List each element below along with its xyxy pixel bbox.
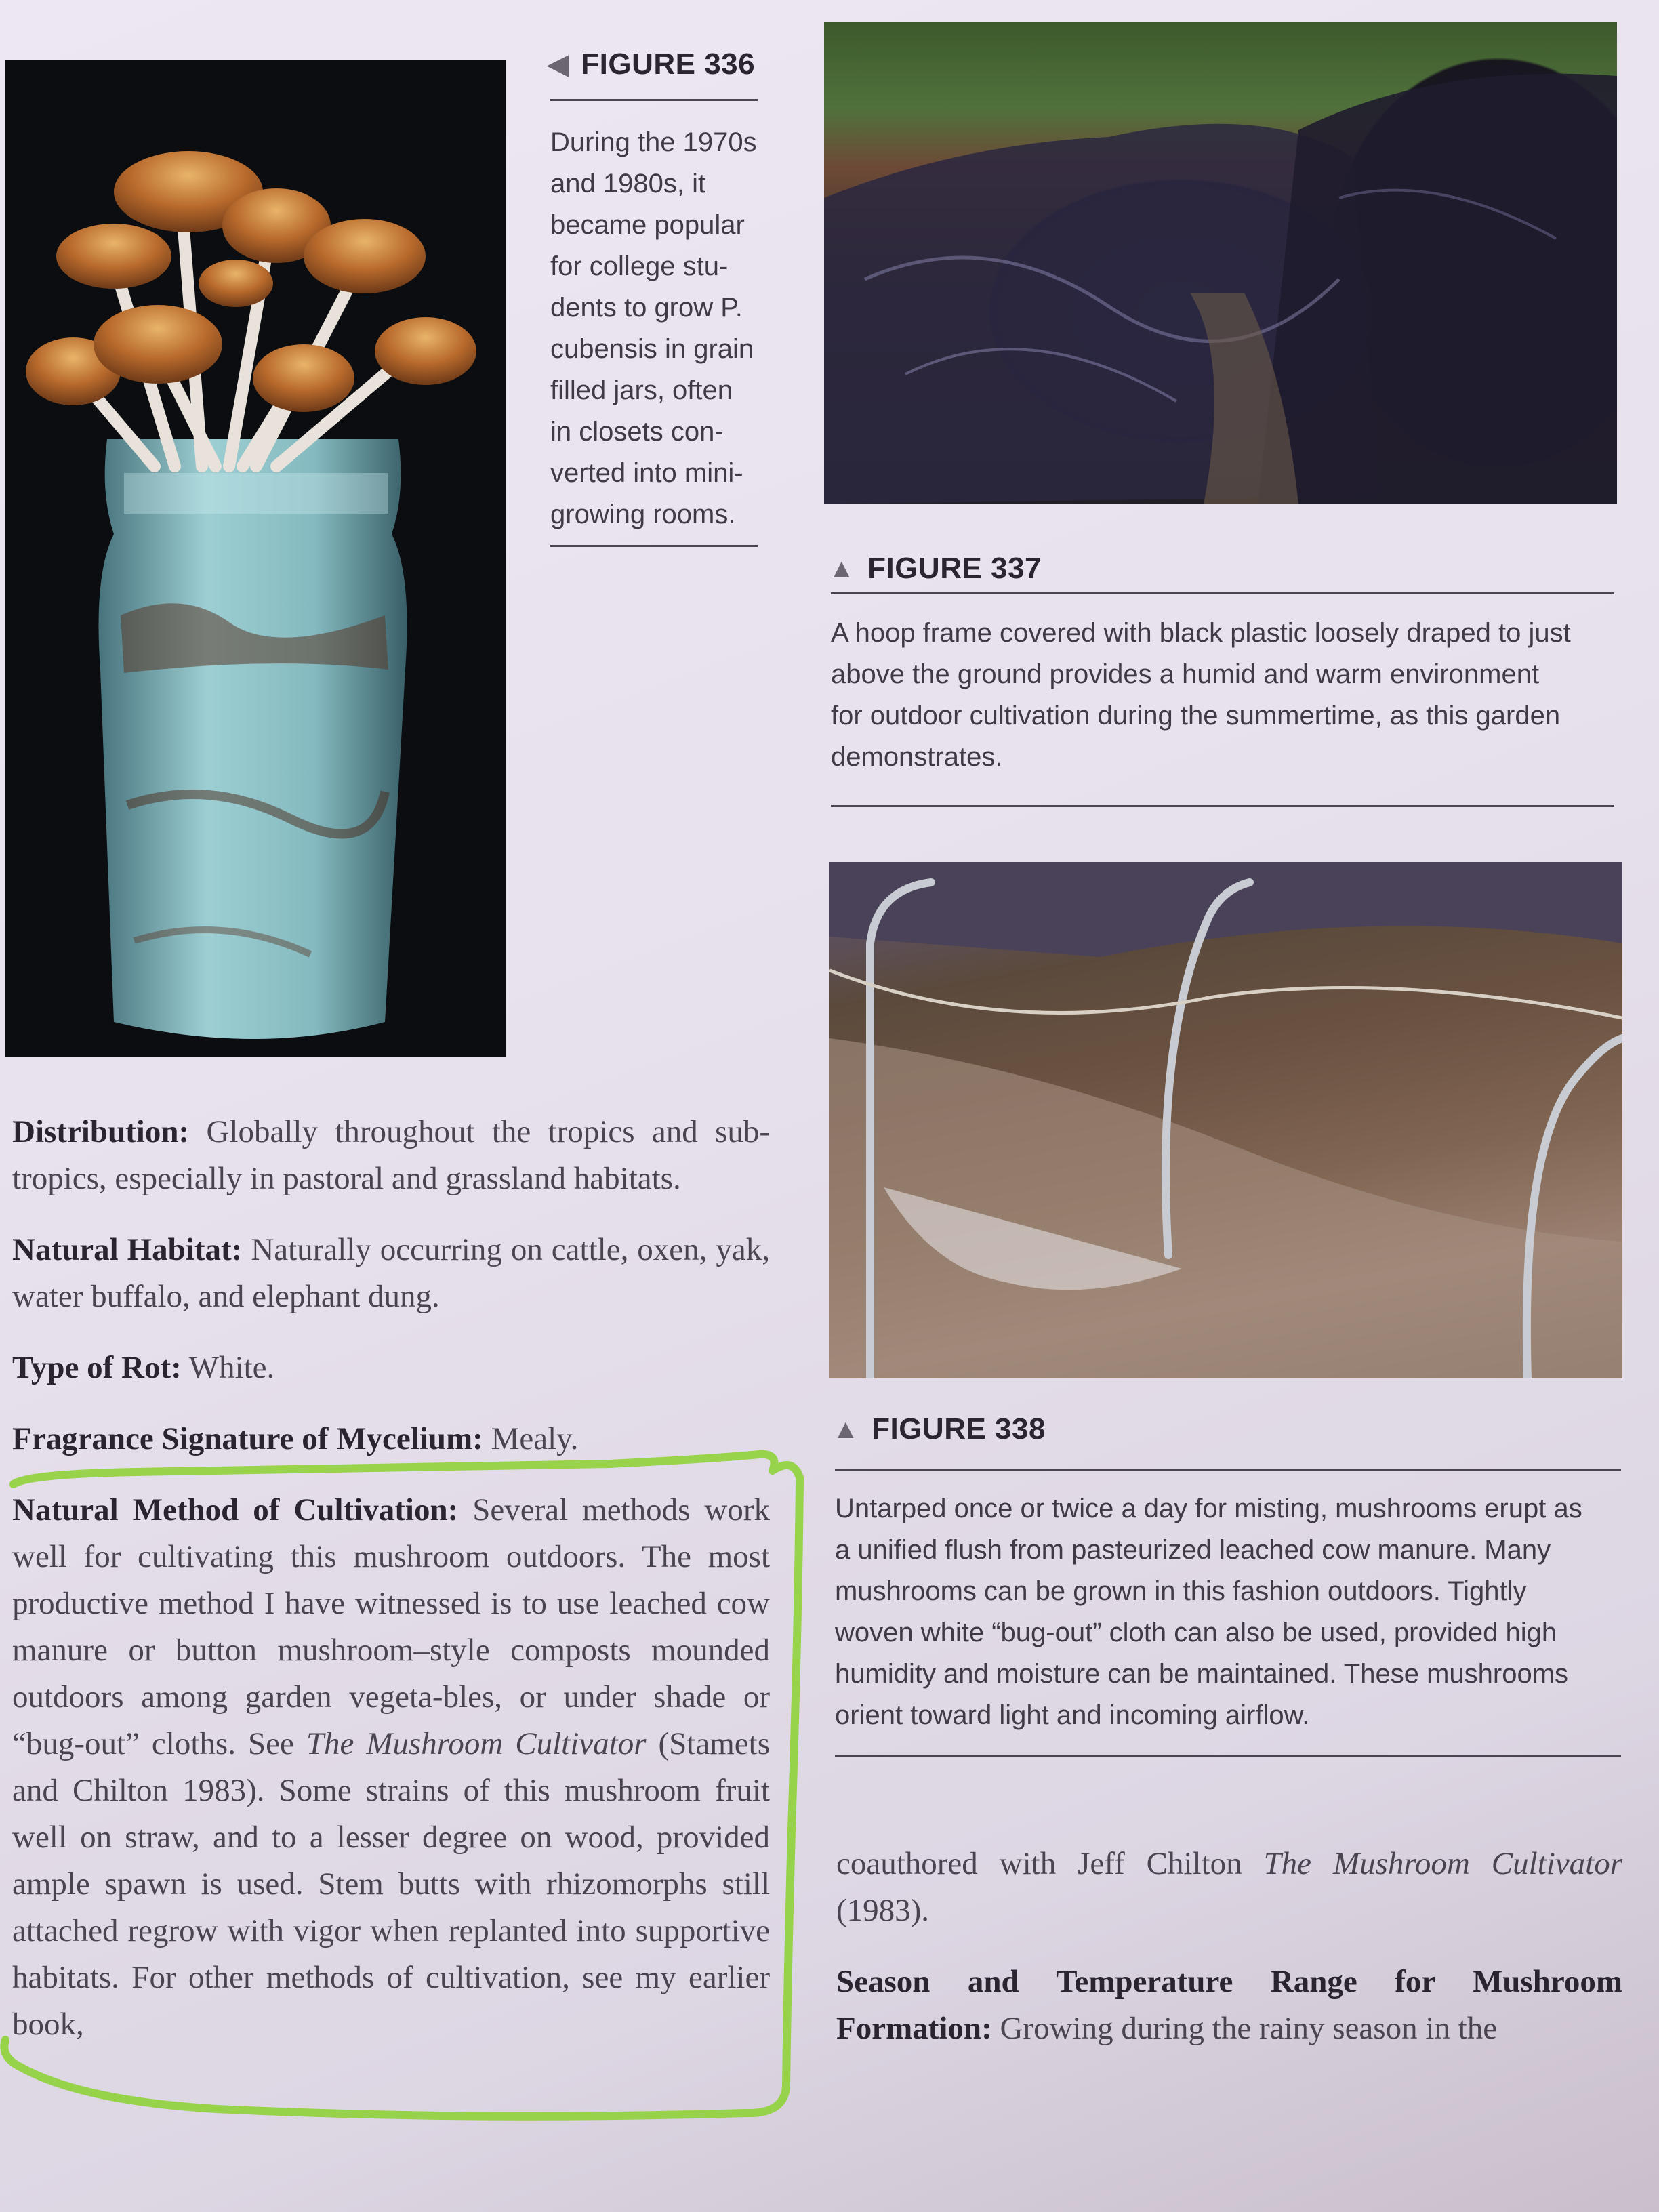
- cultivation-text-1: Several methods work well for cultivating this mushroom outdoors. The most productive method I have witnessed is to use leached cow manure or button mushroom–style composts mounded outdoors among garden vegeta-bles, or under shade or “bug-out” cloths. See: [12, 1492, 770, 1761]
- season-paragraph: [836, 1959, 1622, 2052]
- distribution-heading: Distribution:: [12, 1114, 190, 1149]
- figure-338-label: FIGURE 338: [872, 1412, 1046, 1446]
- fragrance-text: Mealy.: [483, 1421, 579, 1456]
- figure-337-label-group: [828, 552, 1042, 586]
- figure-336-bottom-rule: [550, 545, 758, 547]
- rot-paragraph: [12, 1345, 770, 1391]
- cultivation-book-title: The Mushroom Cultivator: [306, 1726, 647, 1761]
- mushroom-jar-illustration: [5, 60, 506, 1057]
- figure-336-top-rule: [550, 99, 758, 101]
- rot-text: White.: [181, 1350, 275, 1385]
- figure-337-caption: A hoop frame covered with black plastic loosely draped to just above the ground provides a humid and warm environment for outdoor cultivation during the summertime, as this garden demonstrates.: [831, 618, 1571, 772]
- manure-bed-photo-illustration: [830, 862, 1622, 1378]
- figure-338-photo: [830, 862, 1622, 1378]
- distribution-paragraph: [12, 1109, 770, 1202]
- figure-336-photo: [5, 60, 506, 1057]
- figure-336-caption: During the 1970s and 1980s, it became popular for college stu- dents to grow P. cubensis in grain filled jars, often in closets con- verted into mini- growing rooms.: [550, 127, 757, 529]
- continuation-paragraph: [836, 1841, 1622, 1934]
- cultivation-paragraph: [12, 1487, 770, 2048]
- figure-338-bottom-rule: [835, 1755, 1621, 1757]
- figure-338-label-group: [832, 1412, 1046, 1446]
- season-text: Growing during the rainy season in the: [991, 2011, 1498, 2046]
- rot-heading: Type of Rot:: [12, 1350, 182, 1385]
- habitat-paragraph: [12, 1227, 770, 1320]
- continuation-text-2: (1983).: [836, 1893, 930, 1928]
- figure-337-photo: [824, 22, 1617, 504]
- left-column-body: [12, 1109, 770, 2072]
- figure-338-top-rule: [835, 1469, 1621, 1471]
- fragrance-heading: Fragrance Signature of Mycelium:: [12, 1421, 483, 1456]
- figure-336-label-group: [548, 47, 755, 81]
- habitat-text: Naturally occurring on cattle, oxen, yak, water buffalo, and elephant dung.: [12, 1232, 770, 1314]
- up-arrow-icon: ▲: [828, 553, 856, 583]
- figure-337-label: FIGURE 337: [867, 552, 1042, 585]
- fragrance-paragraph: [12, 1416, 770, 1462]
- cultivation-text-2: (Stamets and Chilton 1983). Some strains of this mushroom fruit well on straw, and to a lesser degree on wood, provided ample spawn is used. Stem butts with rhizomorphs still attached regrow with vigor when replanted into supportive habitats. For other methods of cultivation, see my earlier book,: [12, 1726, 770, 2042]
- cultivation-heading: Natural Method of Cultivation:: [12, 1492, 459, 1528]
- continuation-text-1: coauthored with Jeff Chilton: [836, 1846, 1264, 1881]
- hoop-frame-photo-illustration: [824, 22, 1617, 504]
- continuation-book-title: The Mushroom Cultivator: [1263, 1846, 1622, 1881]
- distribution-text: Globally throughout the tropics and sub-tropics, especially in pastoral and grassland habitats.: [12, 1114, 770, 1196]
- up-arrow-icon: ▲: [832, 1414, 860, 1444]
- season-heading: Season and Temperature Range for Mushroom Formation:: [836, 1964, 1622, 2046]
- figure-337-bottom-rule: [831, 805, 1614, 807]
- habitat-heading: Natural Habitat:: [12, 1232, 243, 1267]
- figure-337-top-rule: [831, 592, 1614, 594]
- right-column-body: [836, 1841, 1622, 2076]
- figure-336-label: FIGURE 336: [581, 47, 756, 81]
- left-arrow-icon: ◀: [548, 49, 569, 79]
- figure-338-caption: Untarped once or twice a day for misting, mushrooms erupt as a unified flush from pasteurized leached cow manure. Many mushrooms can be grown in this fashion outdoors. Tightly woven white “bug-out” cloth can also be used, provided high humidity and moisture can be maintained. These mushrooms orient toward light and incoming airflow.: [835, 1494, 1582, 1730]
